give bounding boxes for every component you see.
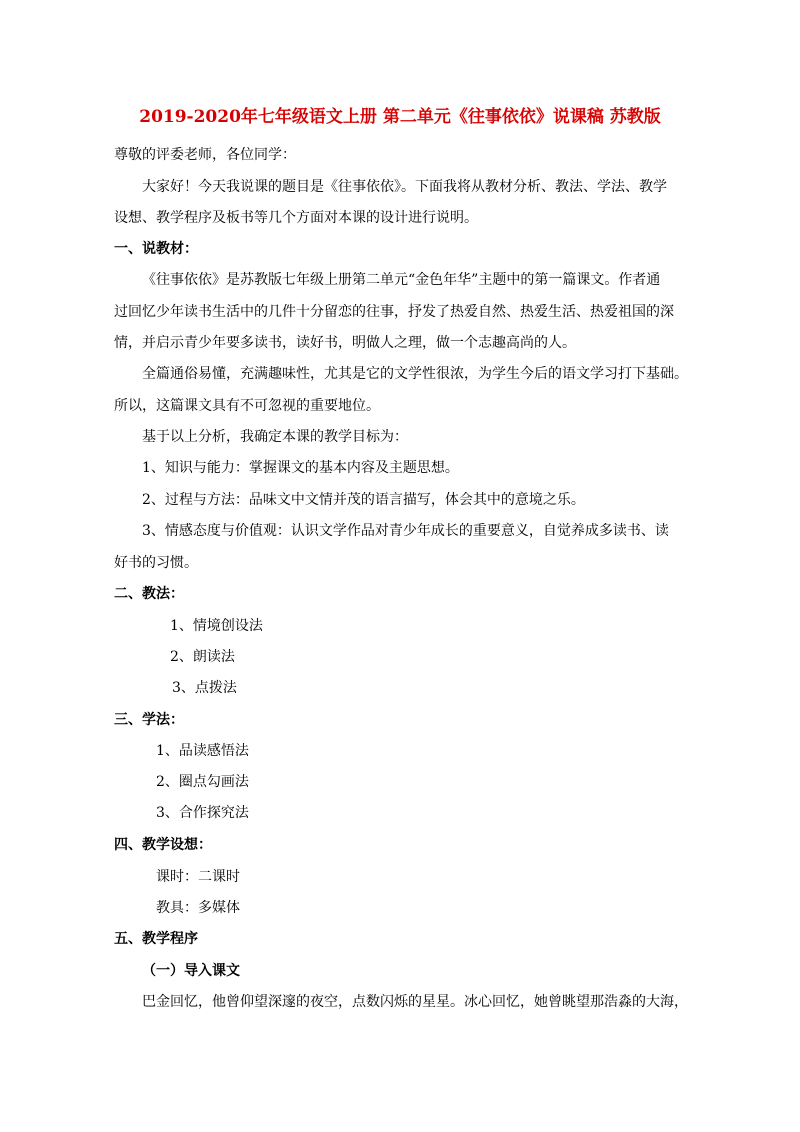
- goal-item: 2、过程与方法：品味文中文情并茂的语言描写，体会其中的意境之乐。: [142, 492, 585, 508]
- section-heading-1: 一、说教材：: [114, 241, 198, 257]
- plan-item: 课时：二课时: [156, 869, 240, 885]
- document-title: 2019-2020年七年级语文上册 第二单元《往事依依》说课稿 苏教版: [139, 107, 661, 127]
- paragraph-line: 情，并启示青少年要多读书，读好书，明做人之理，做一个志趣高尚的人。: [114, 335, 576, 351]
- subsection-heading: （一）导入课文: [142, 963, 240, 979]
- method-item: 1、情境创设法: [170, 618, 263, 634]
- goal-item-continued: 好书的习惯。: [114, 555, 198, 571]
- paragraph-line: 基于以上分析，我确定本课的教学目标为：: [142, 429, 408, 445]
- section-heading-2: 二、教法：: [114, 586, 184, 602]
- paragraph-line: 设想、教学程序及板书等几个方面对本课的设计进行说明。: [114, 210, 478, 226]
- learning-item: 2、圈点勾画法: [156, 774, 249, 790]
- learning-item: 3、合作探究法: [156, 805, 249, 821]
- goal-item: 1、知识与能力：掌握课文的基本内容及主题思想。: [142, 460, 459, 476]
- paragraph-line: 《往事依依》是苏教版七年级上册第二单元“金色年华”主题中的第一篇课文。作者通: [142, 272, 661, 288]
- section-heading-5: 五、教学程序: [114, 931, 198, 947]
- paragraph-line: 巴金回忆，他曾仰望深邃的夜空，点数闪烁的星星。冰心回忆，她曾眺望那浩淼的大海，: [142, 994, 688, 1010]
- learning-item: 1、品读感悟法: [156, 743, 249, 759]
- paragraph-line: 全篇通俗易懂，充满趣味性，尤其是它的文学性很浓，为学生今后的语文学习打下基础。: [142, 366, 688, 382]
- section-heading-4: 四、教学设想：: [114, 837, 212, 853]
- plan-item: 教具：多媒体: [156, 900, 240, 916]
- greeting: 尊敬的评委老师，各位同学：: [114, 147, 296, 163]
- paragraph-line: 过回忆少年读书生活中的几件十分留恋的往事，抒发了热爱自然、热爱生活、热爱祖国的深: [114, 304, 674, 320]
- paragraph-line: 所以，这篇课文具有不可忽视的重要地位。: [114, 398, 380, 414]
- section-heading-3: 三、学法：: [114, 712, 184, 728]
- paragraph-line: 大家好！今天我说课的题目是《往事依依》。下面我将从教材分析、教法、学法、教学: [142, 179, 667, 195]
- goal-item: 3、情感态度与价值观：认识文学作品对青少年成长的重要意义，自觉养成多读书、读: [142, 523, 669, 539]
- method-item: 2、朗读法: [170, 649, 235, 665]
- method-item: 3、点拨法: [172, 680, 237, 696]
